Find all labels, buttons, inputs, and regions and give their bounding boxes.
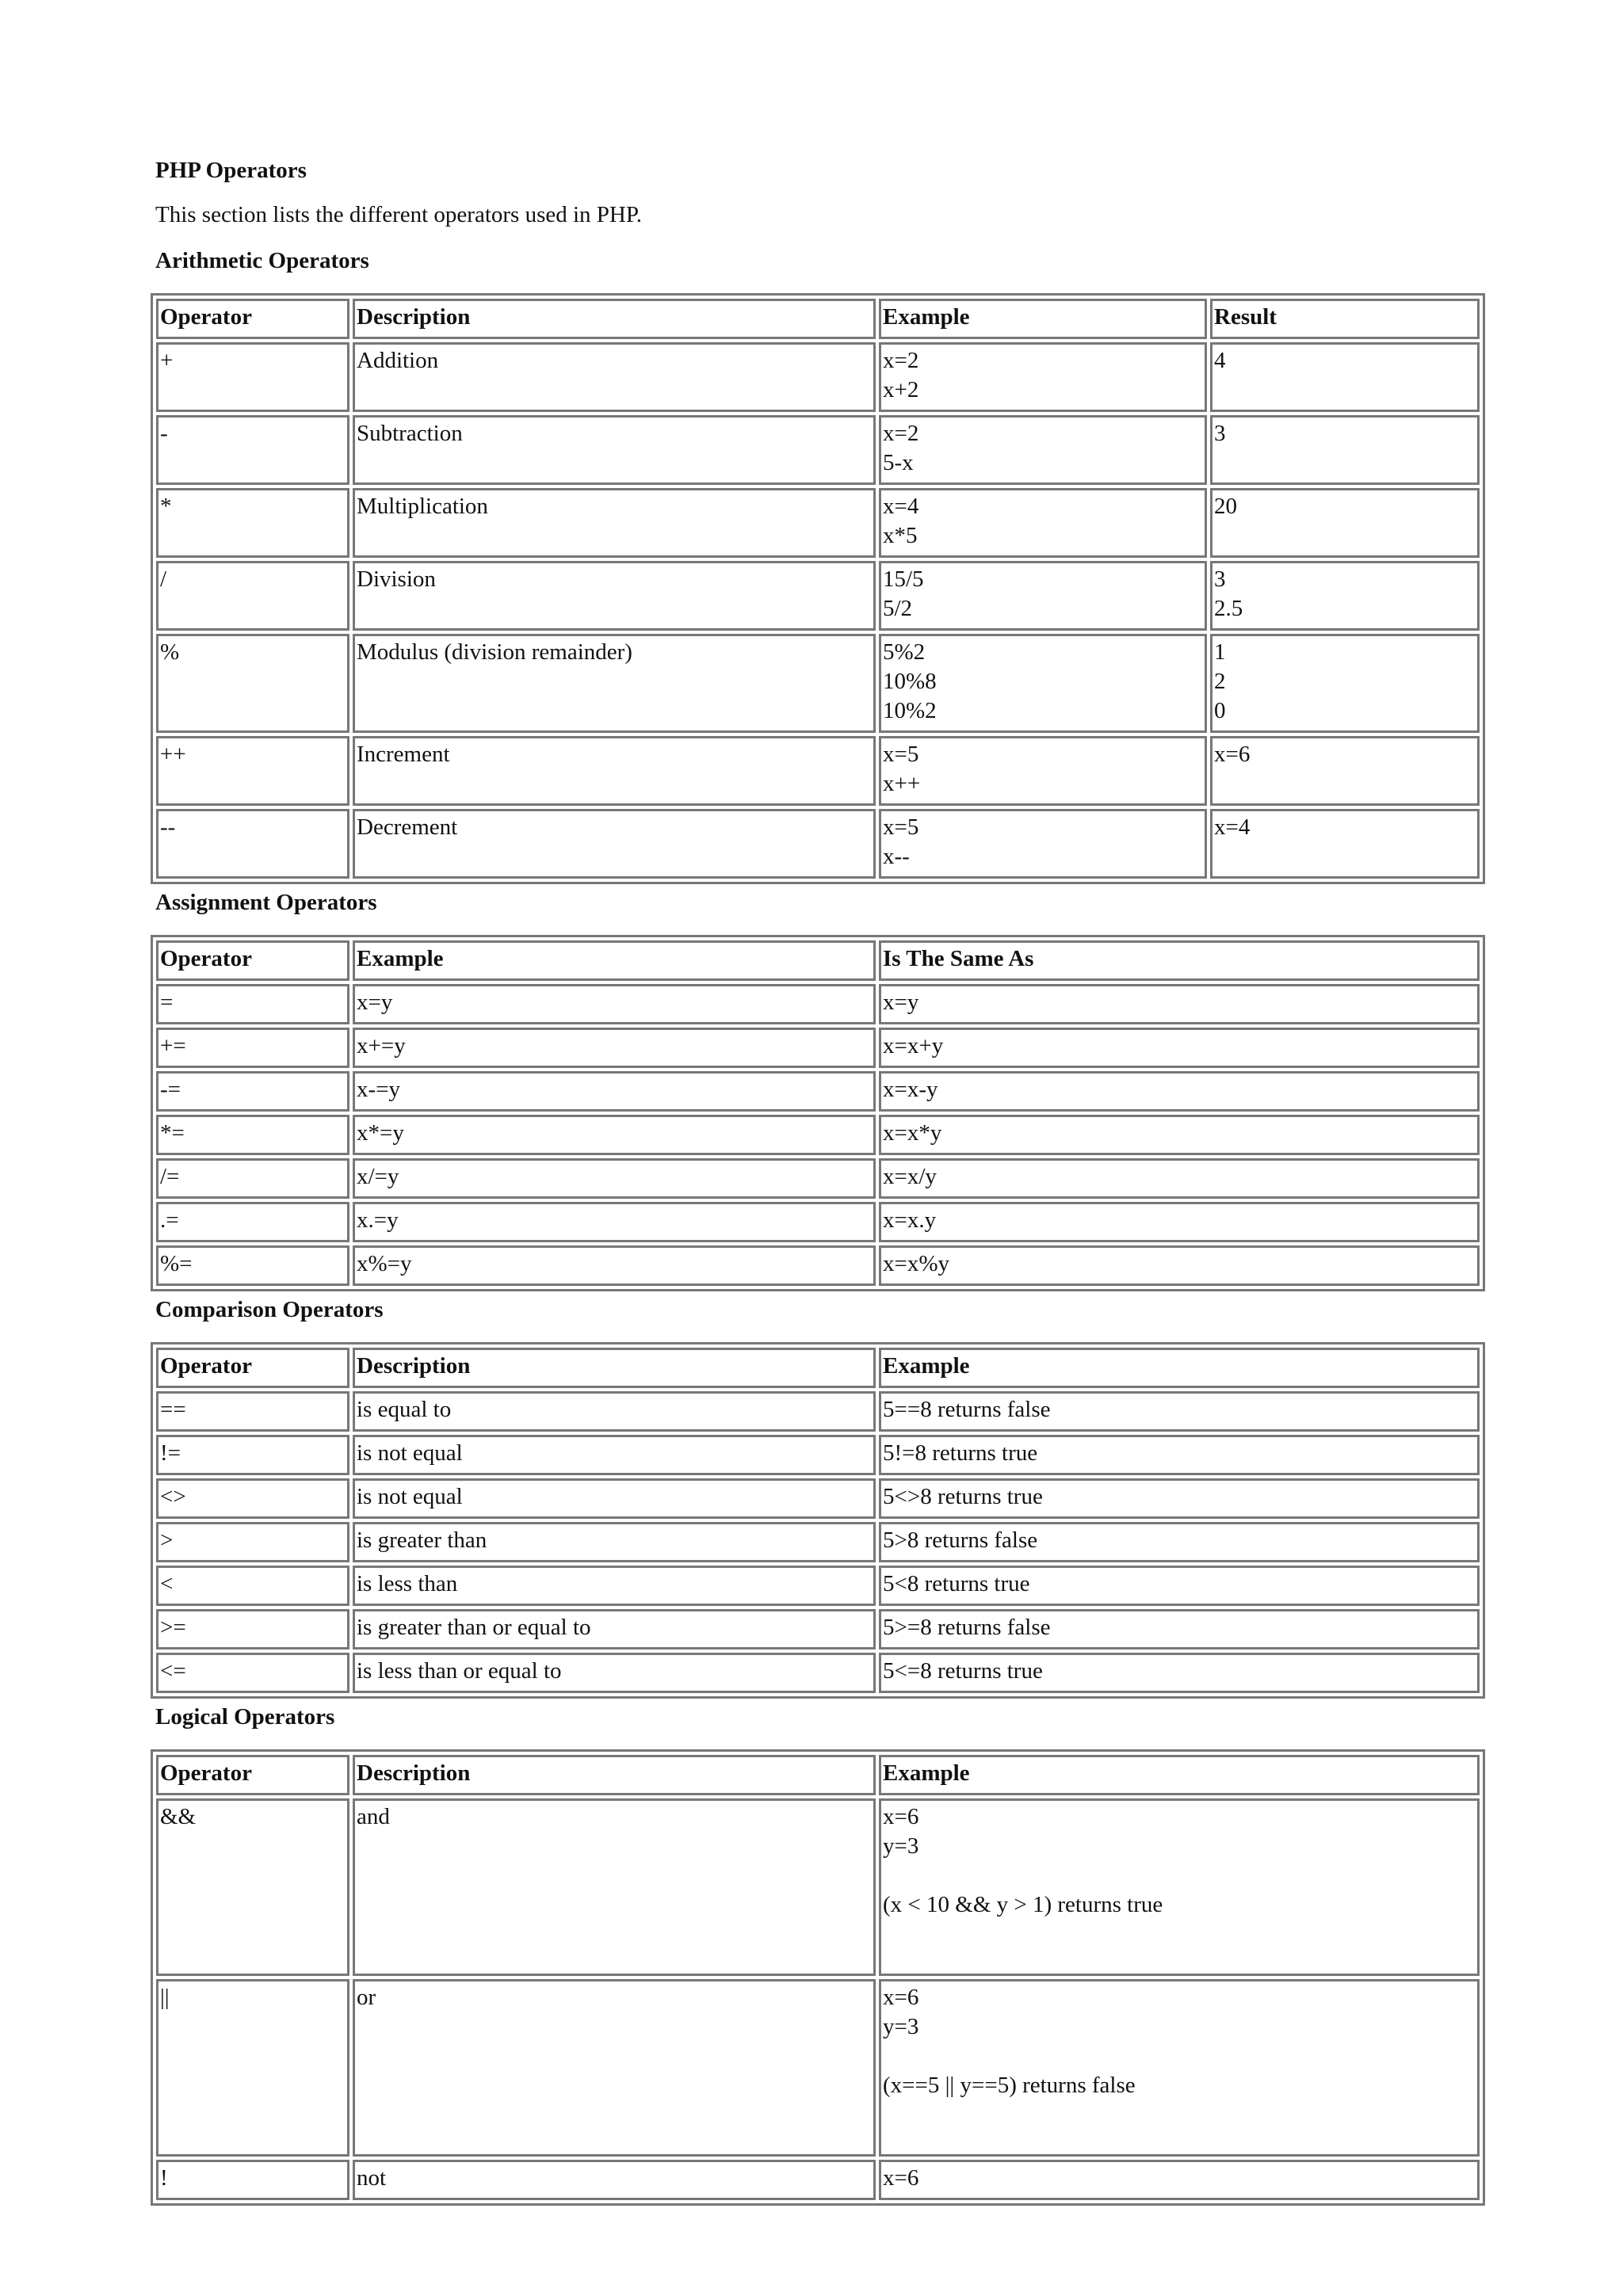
table-header-row — [156, 1348, 1480, 1388]
cell-line: 10%2 — [883, 698, 937, 723]
example-cell — [879, 342, 1207, 412]
table-row — [156, 634, 1480, 733]
operator-cell: == — [156, 1391, 349, 1432]
column-header: Description — [353, 1755, 876, 1795]
table-row — [156, 1798, 1480, 1976]
cell-line: x=2 — [883, 348, 919, 373]
table-row — [156, 1522, 1480, 1562]
document-content — [155, 155, 1484, 2206]
example-cell: x=y — [353, 984, 876, 1024]
result-cell — [1210, 488, 1480, 558]
table-row — [156, 1071, 1480, 1112]
cell-line: x=4 — [883, 494, 919, 519]
cell-line: y=3 — [883, 2014, 919, 2039]
cell-line: x=6 — [1214, 742, 1251, 767]
example-cell: x.=y — [353, 1202, 876, 1242]
example-cell: x%=y — [353, 1245, 876, 1286]
example-cell: 5>8 returns false — [879, 1522, 1480, 1562]
same-as-cell: x=x*y — [879, 1115, 1480, 1155]
table-row — [156, 1609, 1480, 1650]
cell-line — [883, 2042, 1476, 2071]
operator-cell: > — [156, 1522, 349, 1562]
example-cell: 5==8 returns false — [879, 1391, 1480, 1432]
cell-line: 15/5 — [883, 566, 924, 592]
cell-line: x=4 — [1214, 814, 1251, 840]
table-row — [156, 1478, 1480, 1519]
operator-cell: -= — [156, 1071, 349, 1112]
example-cell: x+=y — [353, 1028, 876, 1068]
operator-cell: /= — [156, 1158, 349, 1199]
operator-cell: + — [156, 342, 349, 412]
cell-line — [883, 1861, 1476, 1890]
cell-line: x++ — [883, 771, 921, 796]
example-cell — [879, 1798, 1480, 1976]
example-cell: 5>=8 returns false — [879, 1609, 1480, 1650]
operator-cell: || — [156, 1979, 349, 2157]
cell-line: x=6 — [883, 1804, 919, 1829]
operator-cell: -- — [156, 809, 349, 879]
result-cell — [1210, 634, 1480, 733]
result-cell — [1210, 736, 1480, 806]
comparison-table — [151, 1342, 1485, 1699]
column-header: Example — [879, 299, 1207, 339]
cell-line: 3 — [1214, 566, 1226, 592]
cell-line: 1 — [1214, 639, 1226, 665]
description-cell: Decrement — [353, 809, 876, 879]
table-row — [156, 1435, 1480, 1475]
table-row — [156, 342, 1480, 412]
column-header: Description — [353, 1348, 876, 1388]
table-row — [156, 1566, 1480, 1606]
logical-heading: Logical Operators — [155, 1704, 335, 1730]
column-header: Example — [879, 1348, 1480, 1388]
table-row — [156, 561, 1480, 631]
operator-cell: && — [156, 1798, 349, 1976]
cell-line: x=2 — [883, 421, 919, 446]
cell-line: x=6 — [883, 1985, 919, 2010]
column-header: Is The Same As — [879, 940, 1480, 981]
same-as-cell: x=x-y — [879, 1071, 1480, 1112]
example-cell: 5<>8 returns true — [879, 1478, 1480, 1519]
comparison-heading: Comparison Operators — [155, 1297, 384, 1322]
result-cell — [1210, 342, 1480, 412]
same-as-cell: x=x/y — [879, 1158, 1480, 1199]
description-cell: Increment — [353, 736, 876, 806]
description-cell: or — [353, 1979, 876, 2157]
operator-cell: < — [156, 1566, 349, 1606]
example-cell — [879, 561, 1207, 631]
column-header: Result — [1210, 299, 1480, 339]
intro-text: This section lists the different operators used in PHP. — [155, 202, 643, 227]
cell-line: 0 — [1214, 698, 1226, 723]
cell-line: 5/2 — [883, 596, 913, 621]
description-cell: is greater than — [353, 1522, 876, 1562]
arithmetic-heading: Arithmetic Operators — [155, 248, 369, 273]
table-row — [156, 1245, 1480, 1286]
column-header: Operator — [156, 1755, 349, 1795]
cell-line: 10%8 — [883, 669, 937, 694]
table-row — [156, 488, 1480, 558]
operator-cell: .= — [156, 1202, 349, 1242]
cell-line: y=3 — [883, 1833, 919, 1859]
operator-cell: <= — [156, 1653, 349, 1693]
result-cell — [1210, 415, 1480, 485]
example-cell — [879, 1979, 1480, 2157]
description-cell: is greater than or equal to — [353, 1609, 876, 1650]
cell-line: x+2 — [883, 377, 919, 402]
operator-cell: ! — [156, 2160, 349, 2200]
cell-line: x=6 — [883, 2165, 919, 2191]
table-row — [156, 736, 1480, 806]
operator-cell: ++ — [156, 736, 349, 806]
operator-cell: = — [156, 984, 349, 1024]
table-header-row — [156, 1755, 1480, 1795]
example-cell — [879, 415, 1207, 485]
operator-cell: >= — [156, 1609, 349, 1650]
cell-line: x-- — [883, 844, 910, 869]
cell-line: 2 — [1214, 669, 1226, 694]
example-cell — [879, 736, 1207, 806]
description-cell: is equal to — [353, 1391, 876, 1432]
column-header: Operator — [156, 1348, 349, 1388]
logical-table — [151, 1749, 1485, 2206]
column-header: Operator — [156, 940, 349, 981]
table-row — [156, 1115, 1480, 1155]
table-row — [156, 1028, 1480, 1068]
table-row — [156, 415, 1480, 485]
table-row — [156, 1979, 1480, 2157]
assignment-table — [151, 935, 1485, 1291]
description-cell: Subtraction — [353, 415, 876, 485]
same-as-cell: x=y — [879, 984, 1480, 1024]
table-row — [156, 1653, 1480, 1693]
cell-line: (x < 10 && y > 1) returns true — [883, 1892, 1163, 1917]
cell-line: 4 — [1214, 348, 1226, 373]
description-cell: Addition — [353, 342, 876, 412]
same-as-cell: x=x.y — [879, 1202, 1480, 1242]
description-cell: and — [353, 1798, 876, 1976]
table-header-row — [156, 299, 1480, 339]
operator-cell: += — [156, 1028, 349, 1068]
example-cell: 5!=8 returns true — [879, 1435, 1480, 1475]
cell-line: x=5 — [883, 742, 919, 767]
cell-line: (x==5 || y==5) returns false — [883, 2073, 1136, 2098]
table-row — [156, 1158, 1480, 1199]
description-cell: is less than or equal to — [353, 1653, 876, 1693]
cell-line: 5%2 — [883, 639, 926, 665]
assignment-heading: Assignment Operators — [155, 890, 377, 915]
example-cell: x/=y — [353, 1158, 876, 1199]
column-header: Operator — [156, 299, 349, 339]
cell-line: x*5 — [883, 523, 918, 548]
table-row — [156, 1202, 1480, 1242]
operator-cell: %= — [156, 1245, 349, 1286]
description-cell: Multiplication — [353, 488, 876, 558]
cell-line: 20 — [1214, 494, 1237, 519]
table-row — [156, 1391, 1480, 1432]
description-cell: not — [353, 2160, 876, 2200]
cell-line: x=5 — [883, 814, 919, 840]
example-cell: x*=y — [353, 1115, 876, 1155]
arithmetic-table — [151, 293, 1485, 884]
example-cell — [879, 2160, 1480, 2200]
example-cell: 5<8 returns true — [879, 1566, 1480, 1606]
operator-cell: / — [156, 561, 349, 631]
operator-cell: - — [156, 415, 349, 485]
same-as-cell: x=x+y — [879, 1028, 1480, 1068]
description-cell: is not equal — [353, 1478, 876, 1519]
result-cell — [1210, 809, 1480, 879]
column-header: Example — [353, 940, 876, 981]
table-header-row — [156, 940, 1480, 981]
example-cell — [879, 809, 1207, 879]
example-cell: 5<=8 returns true — [879, 1653, 1480, 1693]
cell-line: 5-x — [883, 450, 914, 475]
description-cell: Modulus (division remainder) — [353, 634, 876, 733]
example-cell: x-=y — [353, 1071, 876, 1112]
operator-cell: % — [156, 634, 349, 733]
same-as-cell: x=x%y — [879, 1245, 1480, 1286]
example-cell — [879, 634, 1207, 733]
cell-line: 3 — [1214, 421, 1226, 446]
operator-cell: != — [156, 1435, 349, 1475]
operator-cell: <> — [156, 1478, 349, 1519]
operator-cell: * — [156, 488, 349, 558]
cell-line: 2.5 — [1214, 596, 1243, 621]
table-row — [156, 984, 1480, 1024]
column-header: Description — [353, 299, 876, 339]
operator-cell: *= — [156, 1115, 349, 1155]
page-title: PHP Operators — [155, 158, 307, 183]
column-header: Example — [879, 1755, 1480, 1795]
description-cell: Division — [353, 561, 876, 631]
table-row — [156, 2160, 1480, 2200]
table-row — [156, 809, 1480, 879]
example-cell — [879, 488, 1207, 558]
result-cell — [1210, 561, 1480, 631]
description-cell: is less than — [353, 1566, 876, 1606]
description-cell: is not equal — [353, 1435, 876, 1475]
